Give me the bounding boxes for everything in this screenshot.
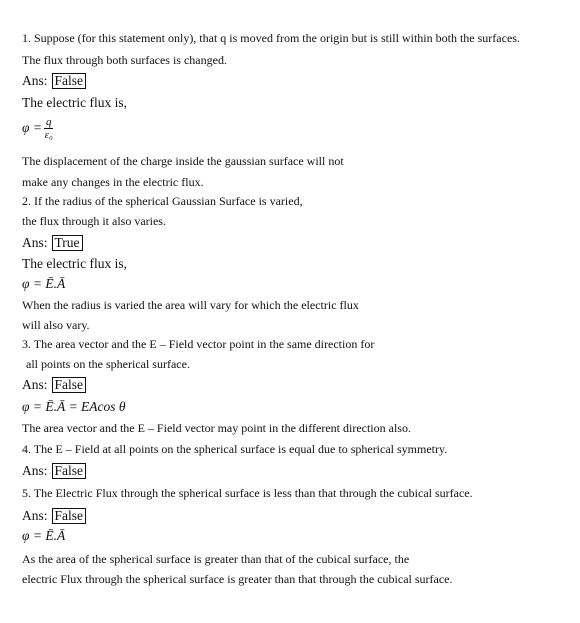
q5-answer-box: False	[52, 508, 87, 524]
q5-explanation-line1: As the area of the spherical surface is greater than that of the cubical surface, the	[22, 552, 410, 566]
q3-explanation: The area vector and the E – Field vector may point in the different direction also.	[22, 421, 411, 435]
q2-formula: φ = Ē.Ā	[22, 276, 66, 291]
q3-answer-row	[22, 377, 86, 393]
q1-fraction-denominator: ε₀	[44, 129, 53, 141]
q4-answer-box: False	[52, 463, 87, 479]
q1-formula-lhs: φ =	[22, 120, 42, 136]
q1-explanation-line2: make any changes in the electric flux.	[22, 175, 204, 189]
q2-explanation-line2: will also vary.	[22, 318, 90, 332]
q3-statement-line2: all points on the spherical surface.	[26, 357, 190, 371]
q1-statement-line1: 1. Suppose (for this statement only), that q is moved from the origin but is still within both the surfaces.	[22, 31, 520, 45]
q4-answer-row	[22, 463, 86, 479]
q3-formula: φ = Ē.Ā = EAcos θ	[22, 399, 126, 414]
q1-answer-row	[22, 73, 86, 89]
q1-ans-label: Ans:	[22, 73, 48, 88]
q1-formula	[22, 116, 53, 142]
q1-fraction-numerator: q	[45, 116, 52, 128]
q3-answer-box: False	[52, 377, 87, 393]
q5-ans-label: Ans:	[22, 508, 48, 523]
q5-explanation-line2: electric Flux through the spherical surface is greater than that through the cubical surface.	[22, 572, 453, 586]
q3-ans-label: Ans:	[22, 377, 48, 392]
q2-statement-line2: the flux through it also varies.	[22, 214, 166, 228]
q3-statement-line1: 3. The area vector and the E – Field vector point in the same direction for	[22, 337, 375, 351]
q2-answer-box: True	[52, 235, 83, 251]
q2-statement-line1: 2. If the radius of the spherical Gaussian Surface is varied,	[22, 194, 303, 208]
q2-ans-label: Ans:	[22, 235, 48, 250]
q4-statement: 4. The E – Field at all points on the spherical surface is equal due to spherical symmetry.	[22, 442, 448, 456]
q4-ans-label: Ans:	[22, 463, 48, 478]
q5-statement: 5. The Electric Flux through the spherical surface is less than that through the cubical surface.	[22, 486, 473, 500]
q1-explanation-line1: The displacement of the charge inside the gaussian surface will not	[22, 154, 344, 168]
q1-fraction	[44, 116, 54, 142]
q5-answer-row	[22, 508, 86, 524]
q5-formula: φ = Ē.Ā	[22, 528, 66, 543]
q2-answer-row	[22, 235, 83, 251]
q1-answer-box: False	[52, 73, 87, 89]
q2-flux-heading: The electric flux is,	[22, 256, 127, 271]
q1-statement-line2: The flux through both surfaces is changed.	[22, 53, 227, 67]
q2-explanation-line1: When the radius is varied the area will vary for which the electric flux	[22, 298, 359, 312]
q1-flux-heading: The electric flux is,	[22, 95, 127, 110]
